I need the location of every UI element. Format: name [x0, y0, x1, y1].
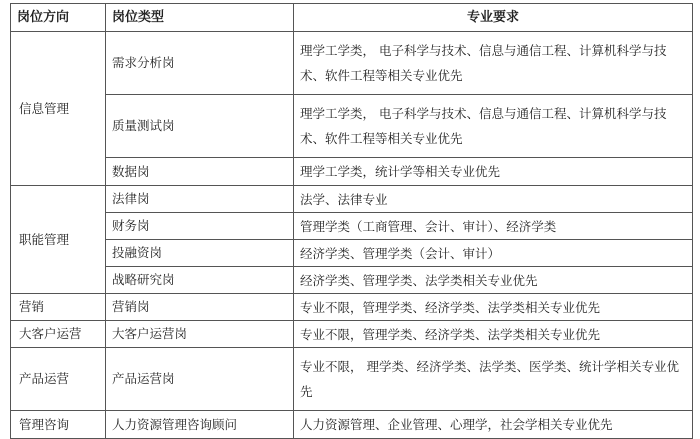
header-requirement: 专业要求: [294, 4, 693, 32]
table-row: [11, 267, 693, 294]
requirement-cell: 专业不限，管理学类、经济学类、法学类相关专业优先: [294, 321, 693, 348]
requirement-cell: 理学工学类， 电子科学与技术、信息与通信工程、计算机科学与技术、软件工程等相关专业优先: [294, 32, 693, 95]
table-row: [11, 321, 693, 348]
requirement-cell: 理学工学类， 电子科学与技术、信息与通信工程、计算机科学与技术、软件工程等相关专业优先: [294, 95, 693, 158]
type-cell: 营销岗: [106, 294, 294, 321]
type-cell: 需求分析岗: [106, 32, 294, 95]
table-row: [11, 186, 693, 213]
header-direction: 岗位方向: [11, 4, 106, 32]
table-row: [11, 348, 693, 411]
type-cell: 投融资岗: [106, 240, 294, 267]
direction-cell-product: 产品运营: [11, 348, 106, 411]
direction-cell-key-account: 大客户运营: [11, 321, 106, 348]
table-row: [11, 240, 693, 267]
requirement-cell: 法学、法律专业: [294, 186, 693, 213]
requirement-cell: 管理学类（工商管理、会计、审计）、经济学类: [294, 213, 693, 240]
direction-cell-info: 信息管理: [11, 32, 106, 186]
table-row: [11, 158, 693, 186]
table-row: [11, 213, 693, 240]
direction-cell-function: 职能管理: [11, 186, 106, 294]
type-cell: 财务岗: [106, 213, 294, 240]
type-cell: 数据岗: [106, 158, 294, 186]
requirement-cell: 专业不限， 理学类、经济学类、法学类、医学类、统计学相关专业优先: [294, 348, 693, 411]
requirement-cell: 人力资源管理、企业管理、心理学，社会学相关专业优先: [294, 411, 693, 439]
requirement-cell: 经济学类、管理学类（会计、审计）: [294, 240, 693, 267]
type-cell: 质量测试岗: [106, 95, 294, 158]
type-cell: 法律岗: [106, 186, 294, 213]
table-row: [11, 95, 693, 158]
type-cell: 人力资源管理咨询顾问: [106, 411, 294, 439]
requirement-cell: 专业不限，管理学类、经济学类、法学类相关专业优先: [294, 294, 693, 321]
table-row: [11, 32, 693, 95]
requirement-cell: 理学工学类，统计学等相关专业优先: [294, 158, 693, 186]
type-cell: 大客户运营岗: [106, 321, 294, 348]
requirement-cell: 经济学类、管理学类、法学类相关专业优先: [294, 267, 693, 294]
job-requirements-table-wrapper: [10, 3, 692, 439]
type-cell: 产品运营岗: [106, 348, 294, 411]
header-type: 岗位类型: [106, 4, 294, 32]
table-row: [11, 411, 693, 439]
type-cell: 战略研究岗: [106, 267, 294, 294]
job-requirements-table: [10, 3, 693, 439]
table-row: [11, 294, 693, 321]
table-header-row: [11, 4, 693, 32]
direction-cell-marketing: 营销: [11, 294, 106, 321]
direction-cell-consulting: 管理咨询: [11, 411, 106, 439]
